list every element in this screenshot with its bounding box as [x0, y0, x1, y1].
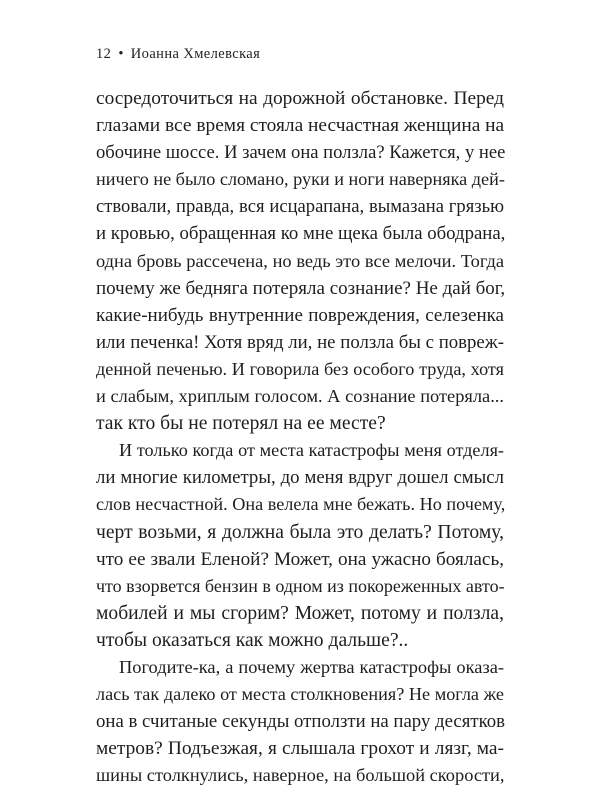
- text-line: так кто бы не потерял на ее месте?: [96, 413, 386, 435]
- text-line: сосредоточиться на дорожной обстановке. Перед: [96, 88, 504, 109]
- text-line: шины столкнулись, наверное, на большой скорости,: [96, 765, 505, 786]
- running-head: [96, 46, 260, 63]
- text-line: лась так далеко от места столкновения? Не могла же: [96, 684, 504, 705]
- header-separator: •: [118, 46, 124, 62]
- text-line: что взорвется бензин в одном из покореженных авто-: [96, 575, 505, 596]
- text-line: обочине шоссе. И зачем она ползла? Кажется, у нее: [96, 142, 506, 164]
- text-line: денной печенью. И говорила без особого труда, хотя: [96, 358, 504, 379]
- text-line: что ее звали Еленой? Может, она ужасно боялась,: [96, 548, 504, 570]
- author-name: Иоанна Хмелевская: [130, 46, 261, 62]
- text-line: ствовали, правда, вся исцарапана, вымазана грязью: [96, 196, 504, 218]
- text-line: И только когда от места катастрофы меня отделя-: [119, 440, 504, 461]
- text-line: или печенка! Хотя вряд ли, не ползла бы с повреж-: [96, 331, 504, 353]
- text-line: черт возьми, я должна была это делать? Потому,: [96, 521, 504, 543]
- text-line: почему же бедняга потеряла сознание? Не дай бог,: [96, 277, 506, 299]
- text-line: и кровью, обращенная ко мне щека была ободрана,: [96, 223, 506, 245]
- text-line: одна бровь рассечена, но ведь это все мелочи. Тогда: [96, 250, 504, 271]
- text-line: она в считаные секунды отползти на пару десятков: [96, 711, 505, 733]
- text-line: глазами все время стояла несчастная женщина на: [96, 115, 505, 137]
- text-line: ничего не было сломано, руки и ноги наверняка дей-: [96, 169, 505, 190]
- text-line: ли многие километры, до меня вдруг дошел смысл: [96, 467, 504, 489]
- text-line: и слабым, хриплым голосом. А сознание потеряла...: [96, 386, 504, 407]
- page-number: 12: [96, 46, 112, 62]
- body-text: [96, 85, 504, 789]
- text-line: чтобы оказаться как можно дальше?..: [96, 629, 409, 651]
- text-line: слов несчастной. Она велела мне бежать. Но почему,: [96, 494, 506, 515]
- text-line: мобилей и мы сгорим? Может, потому и ползла,: [96, 602, 504, 624]
- text-line: какие-нибудь внутренние повреждения, селезенка: [96, 304, 504, 326]
- text-line: метров? Подъезжая, я слышала грохот и лязг, ма-: [96, 738, 504, 760]
- text-line: Погодите-ка, а почему жертва катастрофы оказа-: [119, 656, 504, 677]
